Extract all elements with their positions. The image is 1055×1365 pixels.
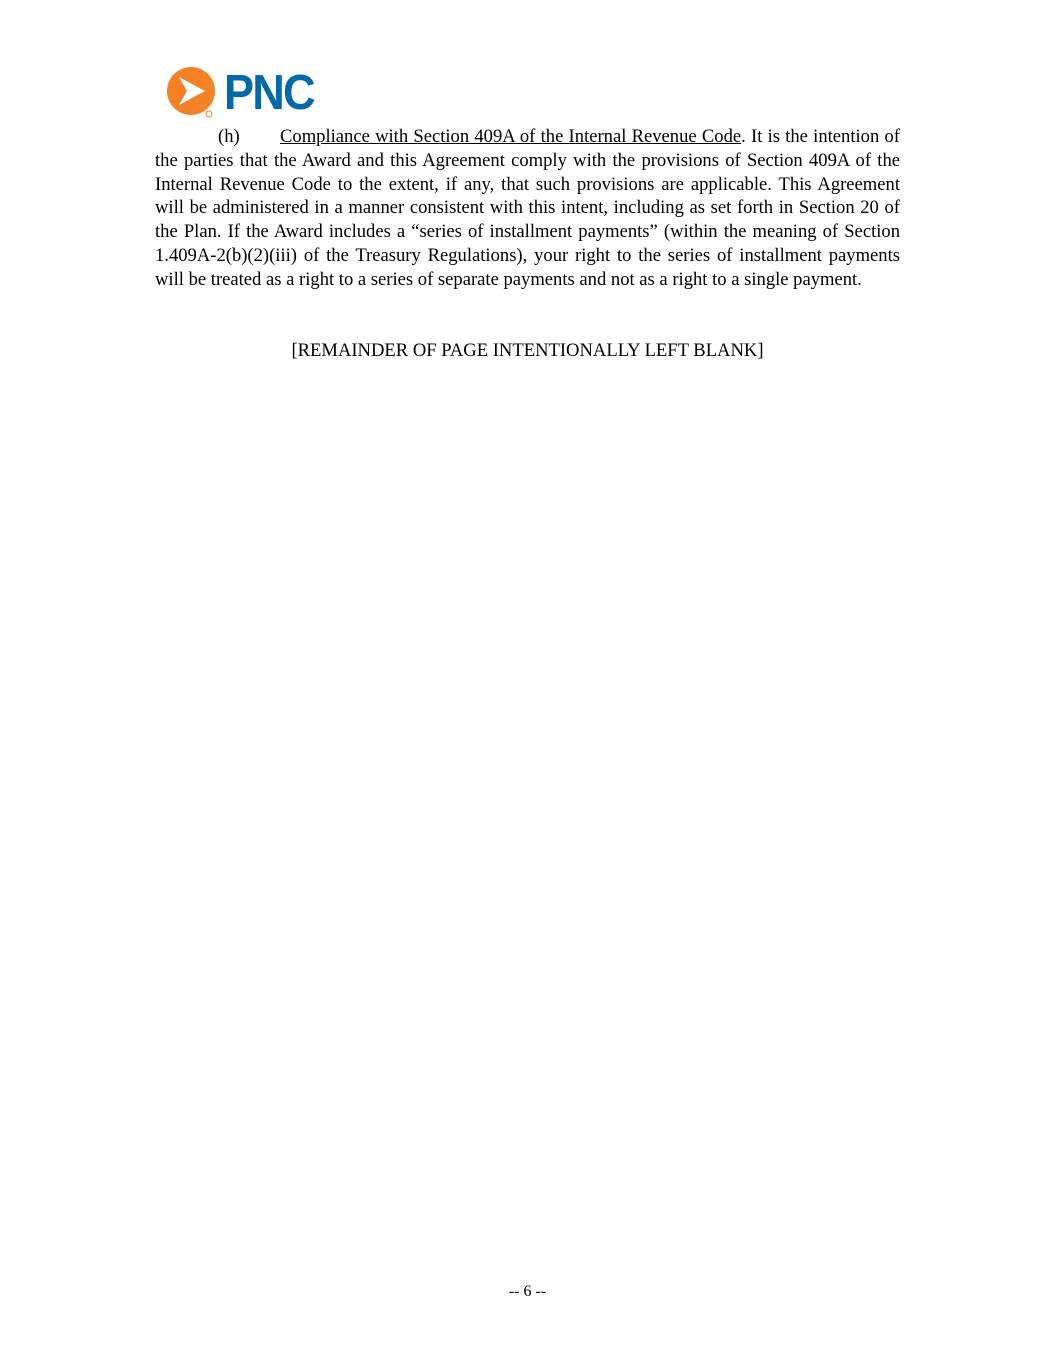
section-number: (h) — [218, 126, 240, 147]
section-paragraph — [155, 125, 900, 292]
page-number: -- 6 -- — [508, 1283, 547, 1300]
pnc-logo-wordmark: PNC — [224, 65, 314, 120]
pnc-logo — [165, 66, 321, 120]
pnc-triangle-mark-icon — [165, 66, 217, 120]
section-text: . It is the intention of the parties that the Award and this Agreement comply with the provisions of Section 409A of the Internal Revenue Code to the extent, if any, that such provisions are applicable. This Agreement will be administered in a manner consistent with this intent, including as set forth in Section 20 of the Plan. If the Award includes a “series of installment payments” (within the meaning of Section 1.409A-2(b)(2)(iii) of the Treasury Regulations), your right to the series of installment payments will be treated as a right to a series of separate payments and not as a right to a single payment. — [155, 126, 900, 290]
remainder-blank-note: [REMAINDER OF PAGE INTENTIONALLY LEFT BLANK] — [291, 340, 764, 361]
section-heading: Compliance with Section 409A of the Internal Revenue Code — [280, 126, 742, 147]
document-body — [155, 125, 900, 292]
